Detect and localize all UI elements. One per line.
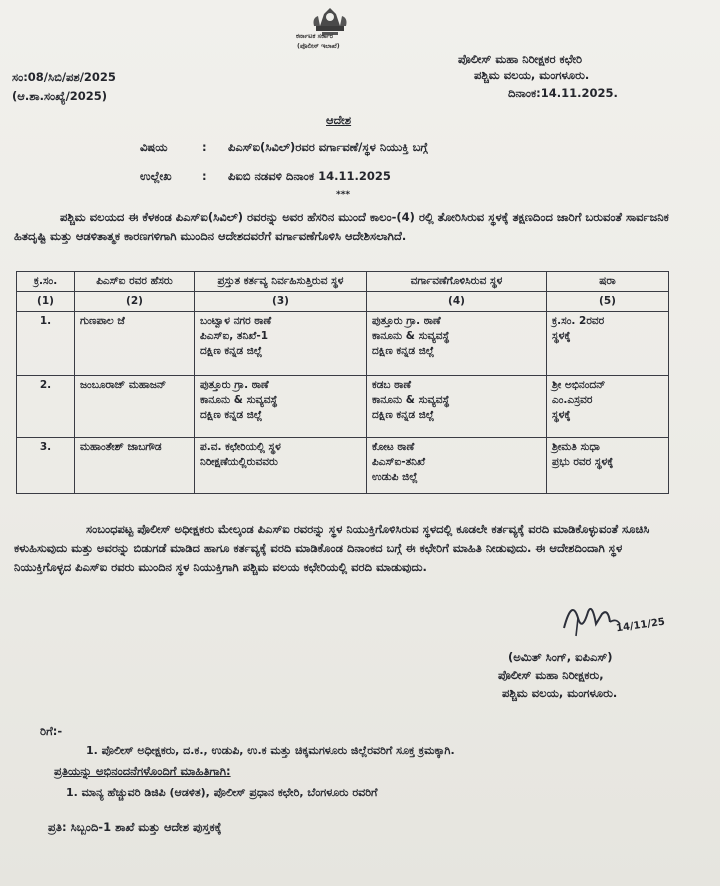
cell-line: ಕಡಬ ಠಾಣೆ xyxy=(372,379,412,391)
table-header-row xyxy=(17,272,669,292)
subject-label: ವಿಷಯ xyxy=(140,140,168,154)
order-date: ದಿನಾಂಕ:14.11.2025. xyxy=(508,86,618,100)
transfer-table xyxy=(16,271,669,494)
cell-line: ಪ್ರಭು ರವರ ಸ್ಥಳಕ್ಕೆ xyxy=(552,456,614,468)
row-name: ಮಹಾಂತೇಶ್ ಜಾಬಗೌಡ xyxy=(75,438,195,494)
emblem-line1: ಕರ್ನಾಟಕ ಸರ್ಕಾರ xyxy=(296,32,334,40)
office-name: ಪೊಲೀಸ್ ಮಹಾ ನಿರೀಕ್ಷಕರ ಕಛೇರಿ xyxy=(458,52,583,66)
row-transferred-place xyxy=(367,438,547,494)
header-transferred-place: ವರ್ಗಾವಣೆಗೊಳಿಸಿರುವ ಸ್ಥಳ xyxy=(367,272,547,292)
cell-line: ದಕ್ಷಿಣ ಕನ್ನಡ ಜಿಲ್ಲೆ xyxy=(372,409,435,421)
cell-line: ಪಿಎಸ್ಐ-ತನಿಖೆ xyxy=(372,456,426,468)
cell-line: ನಿರೀಕ್ಷಣೆಯಲ್ಲಿರುವವರು xyxy=(200,456,278,468)
cell-line: ಶ್ರೀಮತಿ ಸುಧಾ xyxy=(552,441,600,453)
emblem-line2: (ಪೊಲೀಸ್ ಇಲಾಖೆ) xyxy=(297,42,340,50)
row-current-place xyxy=(195,312,367,376)
header-name: ಪಿಎಸ್ಐ ರವರ ಹೆಸರು xyxy=(75,272,195,292)
reference-colon: : xyxy=(202,169,207,183)
cell-line: ಪ.ವ. ಕಛೇರಿಯಲ್ಲಿ ಸ್ಥಳ xyxy=(200,441,281,453)
row-remarks xyxy=(547,312,669,376)
office-location: ಪಶ್ಚಿಮ ವಲಯ, ಮಂಗಳೂರು. xyxy=(474,68,590,82)
row-remarks xyxy=(547,438,669,494)
cell-line: ಶ್ರೀ ಅಭಿನಂದನ್ xyxy=(552,379,606,391)
cell-line: ದಕ್ಷಿಣ ಕನ್ನಡ ಜಿಲ್ಲೆ xyxy=(372,345,435,357)
row-sl: 2. xyxy=(17,376,75,438)
signatory-designation: ಪೊಲೀಸ್ ಮಹಾ ನಿರೀಕ್ಷಕರು, xyxy=(498,668,604,682)
row-name: ಗುಣಪಾಲ ಜೆ xyxy=(75,312,195,376)
row-current-place xyxy=(195,438,367,494)
col-number: (2) xyxy=(75,292,195,312)
signatory-name: (ಅಮಿತ್ ಸಿಂಗ್, ಐಪಿಎಸ್) xyxy=(508,650,613,664)
cell-line: ಕ್ರ.ಸಂ. 2ರವರ xyxy=(552,315,605,327)
reference-number: ಸಂ:08/ಸಿಬಿ/ಪಶ/2025 xyxy=(12,70,116,84)
reference-text: ಪಿಐಬಿ ನಡವಳಿ ದಿನಾಂಕ 14.11.2025 xyxy=(228,169,391,183)
row-name: ಜಂಬೂರಾಜ್ ಮಹಾಜನ್ xyxy=(75,376,195,438)
to-label: ರಿಗೆ:- xyxy=(40,724,63,738)
header-current-place: ಪ್ರಸ್ತುತ ಕರ್ತವ್ಯ ನಿರ್ವಹಿಸುತ್ತಿರುವ ಸ್ಥಳ xyxy=(195,272,367,292)
separator: *** xyxy=(336,190,351,200)
row-transferred-place xyxy=(367,312,547,376)
file-copy: ಪ್ರತಿ: ಸಿಬ್ಬಂದಿ-1 ಶಾಖೆ ಮತ್ತು ಆದೇಶ ಪುಸ್ತಕಕ್ಕೆ xyxy=(48,820,222,834)
column-number-row xyxy=(17,292,669,312)
copy-item: 1. ಮಾನ್ಯ ಹೆಚ್ಚುವರಿ ಡಿಜಿಪಿ (ಆಡಳಿತ), ಪೊಲೀಸ್ ಪ್ರಧಾನ ಕಛೇರಿ, ಬೆಂಗಳೂರು ರವರಿಗೆ xyxy=(66,786,378,799)
table-row xyxy=(17,438,669,494)
signature-image xyxy=(558,588,676,644)
cell-line: ಪಿಎಸ್ಐ, ತನಿಖೆ-1 xyxy=(200,330,269,342)
table-row xyxy=(17,376,669,438)
cell-line: ದಕ್ಷಿಣ ಕನ್ನಡ ಜಿಲ್ಲೆ xyxy=(200,345,263,357)
row-sl: 3. xyxy=(17,438,75,494)
row-sl: 1. xyxy=(17,312,75,376)
subject-text: ಪಿಎಸ್ಐ(ಸಿವಿಲ್)ರವರ ವರ್ಗಾವಣೆ/ಸ್ಥಳ ನಿಯುಕ್ತಿ ಬಗ್ಗೆ xyxy=(228,140,428,154)
header-remarks: ಷರಾ xyxy=(547,272,669,292)
cell-line: ದಕ್ಷಿಣ ಕನ್ನಡ ಜಿಲ್ಲೆ xyxy=(200,409,263,421)
col-number: (4) xyxy=(367,292,547,312)
instruction-paragraph: ಸಂಬಂಧಪಟ್ಟ ಪೊಲೀಸ್ ಅಧೀಕ್ಷಕರು ಮೇಲ್ಕಂಡ ಪಿಎಸ್ಐ ರವರನ್ನು ಸ್ಥಳ ನಿಯುಕ್ತಿಗೊಳಿಸಿರುವ ಸ್ಥಳದಲ್ಲಿ ಕೂಡಲೇ ಕರ್ತವ್ಯಕ್ಕೆ ವರದಿ ಮಾಡಿಕೊಳ್ಳುವಂತೆ ಸೂಚಿಸಿ ಕಳುಹಿಸುವುದು ಮತ್ತು ಅವರನ್ನು ಬಿಡುಗಡೆ ಮಾಡಿದ ಹಾಗೂ ಕರ್ತವ್ಯಕ್ಕೆ ವರದಿ ಮಾಡಿಕೊಂಡ ದಿನಾಂಕದ ಬಗ್ಗೆ ಈ ಕಛೇರಿಗೆ ಮಾಹಿತಿ ನೀಡುವುದು. ಈ ಆದೇಶದಿಂದಾಗಿ ಸ್ಥಳ ನಿಯುಕ್ತಿಗೊಳ್ಳದ ಪಿಎಸ್ಐ ರವರು ಮುಂದಿನ ಸ್ಥಳ ನಿಯುಕ್ತಿಗಾಗಿ ಪಶ್ಚಿಮ ವಲಯ ಕಛೇರಿಯಲ್ಲಿ ವರದಿ ಮಾಡುವುದು. xyxy=(14,522,650,574)
cell-line: ಬಂಟ್ವಾಳ ನಗರ ಠಾಣೆ xyxy=(200,315,272,327)
copy-label: ಪ್ರತಿಯನ್ನು ಅಭಿನಂದನೆಗಳೊಂದಿಗೆ ಮಾಹಿತಿಗಾಗಿ: xyxy=(54,764,231,778)
col-number: (1) xyxy=(17,292,75,312)
cell-line: ಕಾನೂನು & ಸುವ್ಯವಸ್ಥೆ xyxy=(200,394,278,406)
cell-line: ಕಾನೂನು & ಸುವ್ಯವಸ್ಥೆ xyxy=(372,394,450,406)
reference-label: ಉಲ್ಲೇಖ xyxy=(140,169,172,183)
cell-line: ಪುತ್ತೂರು ಗ್ರಾ. ಠಾಣೆ xyxy=(200,379,269,391)
cell-line: ಸ್ಥಳಕ್ಕೆ xyxy=(552,330,571,342)
header-sl: ಕ್ರ.ಸಂ. xyxy=(17,272,75,292)
signatory-office: ಪಶ್ಚಿಮ ವಲಯ, ಮಂಗಳೂರು. xyxy=(502,686,618,700)
subject-colon: : xyxy=(202,140,207,154)
cell-line: ಕೋಟ ಠಾಣೆ xyxy=(372,441,415,453)
order-paragraph: ಪಶ್ಚಿಮ ವಲಯದ ಈ ಕೆಳಕಂಡ ಪಿಎಸ್ಐ(ಸಿವಿಲ್) ರವರನ್ನು ಅವರ ಹೆಸರಿನ ಮುಂದೆ ಕಾಲಂ-(4) ರಲ್ಲಿ ತೋರಿಸಿರುವ ಸ್ಥಳಕ್ಕೆ ತಕ್ಷಣದಿಂದ ಜಾರಿಗೆ ಬರುವಂತೆ ಸಾರ್ವಜನಿಕ ಹಿತದೃಷ್ಟಿ ಮತ್ತು ಆಡಳಿತಾತ್ಮಕ ಕಾರಣಗಳಿಗಾಗಿ ಮುಂದಿನ ಆದೇಶದವರೆಗೆ ವರ್ಗಾವಣೆಗೊಳಿಸಿ ಆದೇಶಿಸಲಾಗಿದೆ. xyxy=(14,210,669,243)
table-row xyxy=(17,312,669,376)
sub-reference: (ಆ.ಶಾ.ಸಂಖ್ಯೆ/2025) xyxy=(12,89,108,103)
to-item: 1. ಪೊಲೀಸ್ ಅಧೀಕ್ಷಕರು, ದ.ಕ., ಉಡುಪಿ, ಉ.ಕ ಮತ್ತು ಚಿಕ್ಕಮಗಳೂರು ಜಿಲ್ಲೆರವರಿಗೆ ಸೂಕ್ತ ಕ್ರಮಕ್ಕಾಗಿ. xyxy=(86,744,455,757)
row-current-place xyxy=(195,376,367,438)
row-transferred-place xyxy=(367,376,547,438)
cell-line: ಸ್ಥಳಕ್ಕೆ xyxy=(552,409,571,421)
cell-line: ಎಂ.ಎಸ್ರವರ xyxy=(552,394,593,406)
cell-line: ಕಾನೂನು & ಸುವ್ಯವಸ್ಥೆ xyxy=(372,330,450,342)
cell-line: ಪುತ್ತೂರು ಗ್ರಾ. ಠಾಣೆ xyxy=(372,315,441,327)
signature-date: 14/11/25 xyxy=(615,616,666,635)
order-title: ಆದೇಶ xyxy=(326,113,352,127)
col-number: (5) xyxy=(547,292,669,312)
cell-line: ಉಡುಪಿ ಜಿಲ್ಲೆ xyxy=(372,471,418,483)
col-number: (3) xyxy=(195,292,367,312)
row-remarks xyxy=(547,376,669,438)
